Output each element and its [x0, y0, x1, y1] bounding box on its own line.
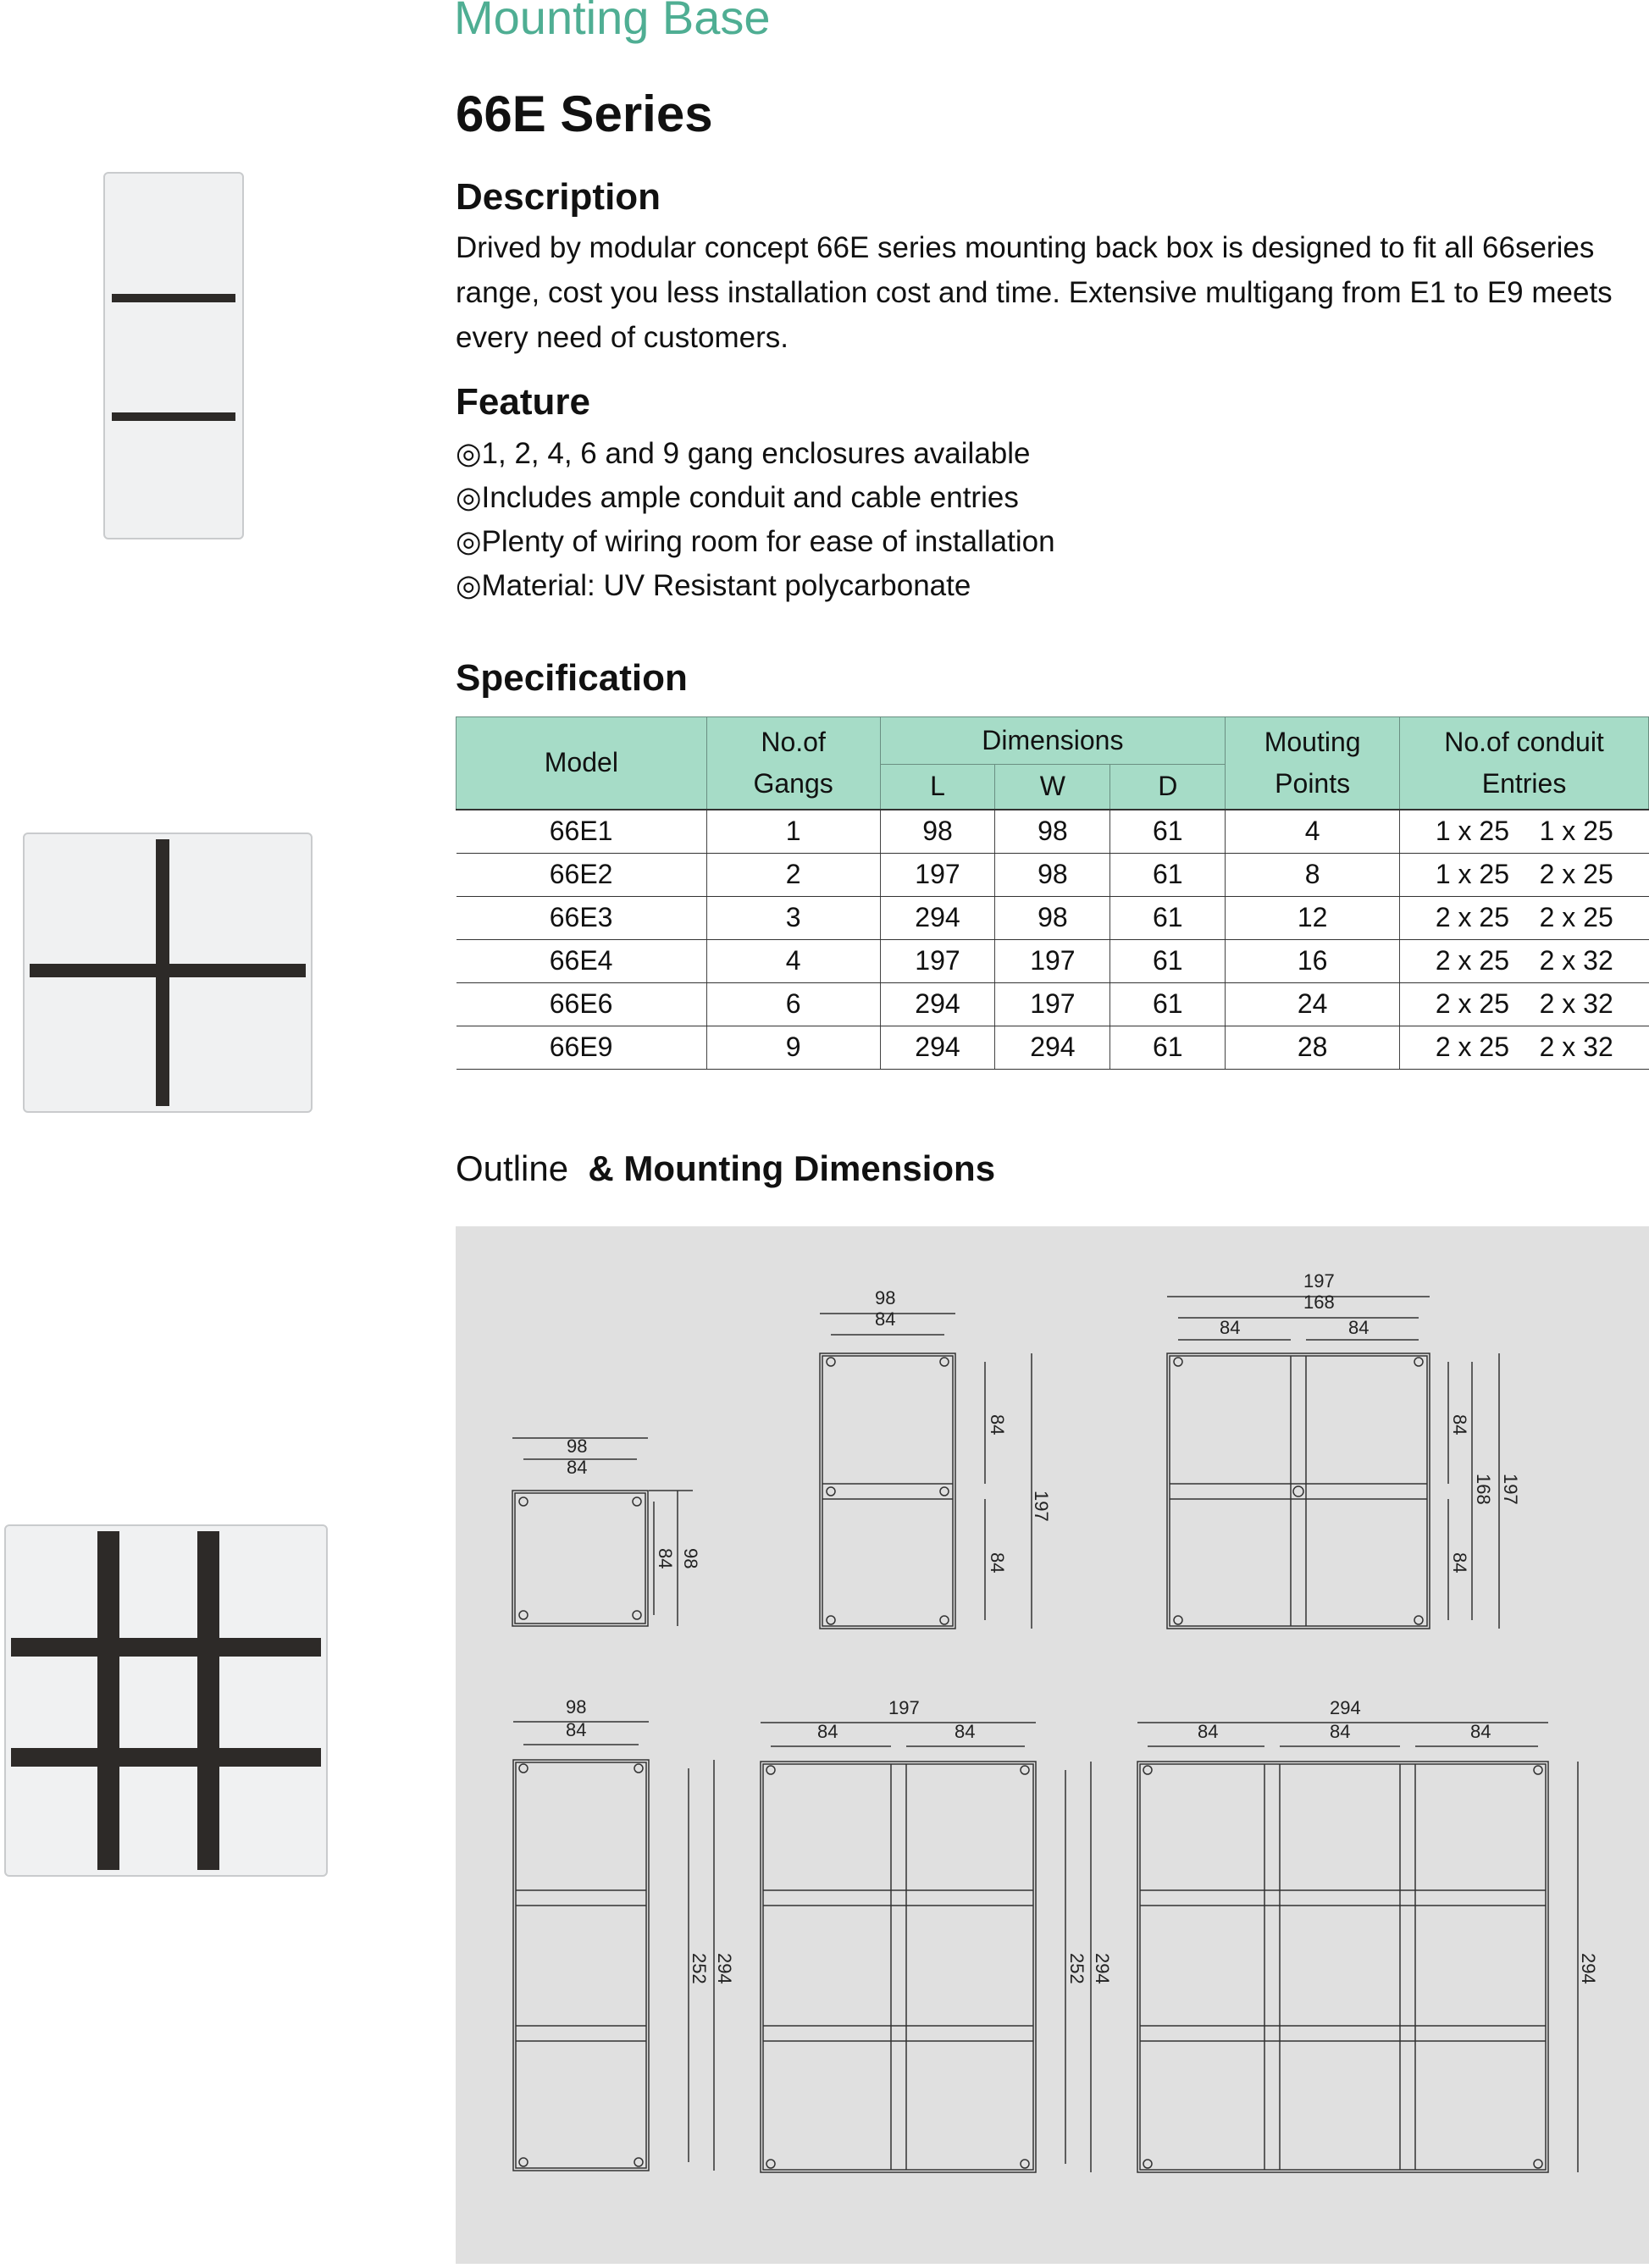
drawing-2-height-b: 84	[987, 1552, 1008, 1574]
description-line: Drived by modular concept 66E series mounting back box is designed to fit all 66series	[456, 231, 1595, 264]
drawing-3-width-outer: 197	[1303, 1270, 1335, 1292]
drawing-3-height-b: 84	[1449, 1552, 1470, 1574]
description-text	[456, 225, 1649, 360]
drawing-1-height-inner: 84	[655, 1548, 676, 1569]
drawing-1-width-inner: 84	[567, 1457, 588, 1478]
drawing-4-width-inner: 84	[566, 1719, 587, 1740]
header-conduit-entries: No.of conduit Entries	[1400, 717, 1649, 810]
drawing-1-height-outer: 98	[680, 1548, 701, 1569]
feature-item: ◎Includes ample conduit and cable entries	[456, 481, 1019, 514]
outline-heading-light: Outline	[456, 1148, 569, 1188]
header-l: L	[880, 765, 995, 810]
drawing-4-height-inner: 252	[689, 1953, 710, 1984]
specification-heading: Specification	[456, 657, 688, 699]
drawing-6-width-a: 84	[1198, 1721, 1219, 1742]
drawing-1-gang	[512, 1435, 701, 1626]
drawing-2-height-a: 84	[987, 1414, 1008, 1435]
drawing-3-width-b: 84	[1348, 1317, 1370, 1338]
drawing-3-height-a: 84	[1449, 1414, 1470, 1435]
feature-item: ◎Material: UV Resistant polycarbonate	[456, 569, 971, 602]
drawing-6-width-c: 84	[1470, 1721, 1491, 1742]
header-mounting-points: Mouting Points	[1226, 717, 1400, 810]
table-row: 66E3 3 294 98 61 12 2 x 25 2 x 25	[457, 896, 1649, 939]
drawing-6-width-outer: 294	[1330, 1697, 1361, 1718]
series-title: 66E Series	[456, 86, 713, 142]
drawing-5-width-outer: 197	[888, 1697, 920, 1718]
drawing-2-width-inner: 84	[875, 1308, 896, 1330]
drawing-area	[456, 1226, 1649, 2264]
header-w: W	[995, 765, 1110, 810]
feature-heading: Feature	[456, 381, 590, 423]
description-heading: Description	[456, 176, 661, 218]
drawing-6-width-b: 84	[1330, 1721, 1351, 1742]
drawing-4-width-outer: 98	[566, 1696, 587, 1718]
drawing-2-gang	[820, 1287, 1052, 1629]
drawing-5-height-total: 294	[1092, 1953, 1113, 1984]
drawing-6-height-total: 294	[1578, 1953, 1599, 1984]
description-line: range, cost you less installation cost and time. Extensive multigang from E1 to E9 meets	[456, 276, 1613, 309]
product-image-9-gang	[4, 1524, 328, 1877]
specification-table	[456, 716, 1649, 1070]
drawing-6-gang	[761, 1697, 1113, 2172]
drawing-5-width-b: 84	[955, 1721, 976, 1742]
table-row: 66E4 4 197 197 61 16 2 x 25 2 x 32	[457, 939, 1649, 982]
feature-list	[456, 432, 1055, 608]
table-row: 66E9 9 294 294 61 28 2 x 25 2 x 32	[457, 1026, 1649, 1069]
drawing-4-height-total: 294	[714, 1953, 735, 1984]
drawing-2-width-outer: 98	[875, 1287, 896, 1308]
drawing-3-width-mid: 168	[1303, 1292, 1335, 1313]
product-image-4-gang	[23, 833, 313, 1113]
drawing-5-height-inner: 252	[1066, 1953, 1087, 1984]
drawing-3-gang	[513, 1696, 735, 2171]
header-model: Model	[457, 717, 707, 810]
header-gangs: No.of Gangs	[706, 717, 880, 810]
feature-item: ◎1, 2, 4, 6 and 9 gang enclosures available	[456, 437, 1031, 470]
product-image-3-gang	[103, 172, 244, 539]
feature-item: ◎Plenty of wiring room for ease of installation	[456, 525, 1055, 558]
table-row: 66E2 2 197 98 61 8 1 x 25 2 x 25	[457, 853, 1649, 896]
drawing-9-gang	[1137, 1697, 1599, 2172]
outline-heading	[456, 1148, 995, 1189]
drawing-4-gang	[1167, 1270, 1521, 1629]
page-category-title: Mounting Base	[454, 0, 771, 44]
header-d: D	[1110, 765, 1226, 810]
drawing-5-width-a: 84	[817, 1721, 838, 1742]
dimension-drawings	[456, 1226, 1649, 2264]
table-row: 66E6 6 294 197 61 24 2 x 25 2 x 32	[457, 982, 1649, 1026]
drawing-3-height-total: 197	[1500, 1474, 1521, 1505]
description-line: every need of customers.	[456, 321, 789, 354]
drawing-3-width-a: 84	[1220, 1317, 1241, 1338]
drawing-3-height-mid: 168	[1473, 1474, 1494, 1505]
drawing-1-width-outer: 98	[567, 1435, 588, 1457]
drawing-2-height-total: 197	[1031, 1491, 1052, 1522]
table-row: 66E1 1 98 98 61 4 1 x 25 1 x 25	[457, 810, 1649, 854]
header-dimensions: Dimensions	[880, 717, 1226, 765]
outline-heading-bold: & Mounting Dimensions	[588, 1148, 996, 1188]
